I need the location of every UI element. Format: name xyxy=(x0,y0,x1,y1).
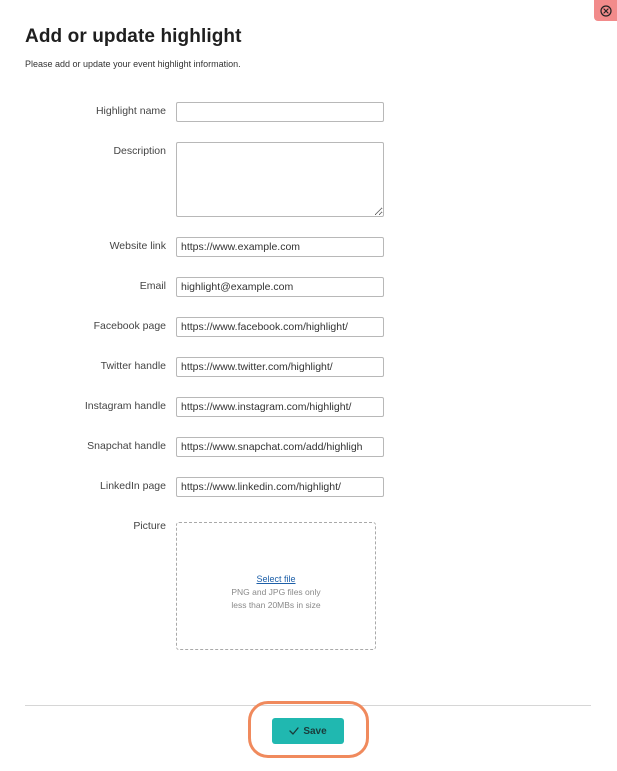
instagram-input[interactable] xyxy=(176,397,384,417)
description-textarea[interactable] xyxy=(176,142,384,217)
checkmark-icon xyxy=(289,727,299,735)
dialog-title: Add or update highlight xyxy=(25,26,242,47)
website-label: Website link xyxy=(109,240,166,252)
file-type-hint: PNG and JPG files only xyxy=(231,587,321,597)
linkedin-label: LinkedIn page xyxy=(100,480,166,492)
file-size-hint: less than 20MBs in size xyxy=(231,600,321,610)
highlight-name-input[interactable] xyxy=(176,102,384,122)
save-button[interactable] xyxy=(272,718,344,744)
close-circle-icon xyxy=(600,5,612,17)
facebook-input[interactable] xyxy=(176,317,384,337)
email-input[interactable] xyxy=(176,277,384,297)
facebook-label: Facebook page xyxy=(93,320,166,332)
save-button-label: Save xyxy=(303,725,327,737)
email-label: Email xyxy=(139,280,166,292)
picture-dropzone[interactable] xyxy=(176,522,376,650)
select-file-link[interactable]: Select file xyxy=(256,574,296,584)
dialog-subtitle: Please add or update your event highlight information. xyxy=(25,59,241,69)
snapchat-input[interactable] xyxy=(176,437,384,457)
twitter-input[interactable] xyxy=(176,357,384,377)
website-input[interactable] xyxy=(176,237,384,257)
close-button[interactable] xyxy=(594,0,617,21)
description-label: Description xyxy=(113,145,166,157)
linkedin-input[interactable] xyxy=(176,477,384,497)
twitter-label: Twitter handle xyxy=(100,360,166,372)
instagram-label: Instagram handle xyxy=(84,400,166,412)
highlight-name-label: Highlight name xyxy=(95,105,166,117)
picture-label: Picture xyxy=(133,520,166,532)
snapchat-label: Snapchat handle xyxy=(87,440,166,452)
